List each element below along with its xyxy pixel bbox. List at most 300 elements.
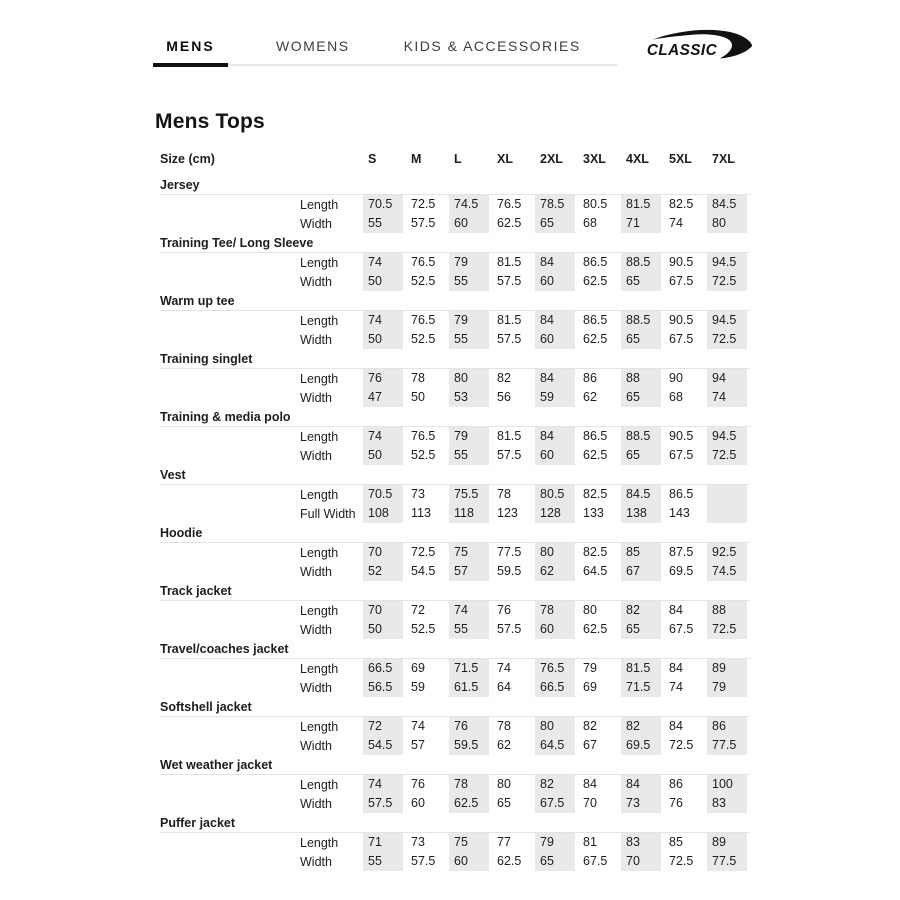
size-value-cell: 84: [669, 661, 683, 675]
size-value-cell: 84: [669, 603, 683, 617]
size-value-cell: 118: [449, 504, 492, 523]
measurement-label: Length: [300, 661, 339, 676]
size-value-cell: 55: [449, 272, 492, 291]
size-value-cell: 62.5: [583, 274, 608, 288]
size-value-cell: 76: [497, 603, 511, 617]
size-value-cell: [707, 485, 750, 504]
size-value-cell: 65: [535, 852, 578, 871]
size-value-cell: 60: [535, 330, 578, 349]
size-value-cell: 56: [497, 390, 511, 404]
row-spacer: [160, 369, 300, 388]
measurement-row: [160, 388, 750, 407]
size-value-cell: 74.5: [449, 195, 492, 214]
size-value-cell: 57.5: [497, 332, 522, 346]
size-value-cell: 60: [535, 620, 578, 639]
row-spacer: [160, 601, 300, 620]
row-spacer: [160, 794, 300, 813]
size-value-cell: 84: [535, 311, 578, 330]
measurement-label: Length: [300, 429, 339, 444]
size-value-cell: 94.5: [707, 253, 750, 272]
size-value-cell: 52: [363, 562, 406, 581]
size-unit-label: Size (cm): [160, 152, 215, 166]
section-title: Wet weather jacket: [160, 755, 750, 775]
size-value-cell: 65: [621, 330, 664, 349]
size-value-cell: 81.5: [621, 659, 664, 678]
size-value-cell: 89: [707, 833, 750, 852]
size-value-cell: 90.5: [669, 429, 694, 443]
size-value-cell: 77.5: [497, 545, 522, 559]
measurement-label: Width: [300, 274, 332, 289]
size-value-cell: 55: [449, 620, 492, 639]
section-title: Track jacket: [160, 581, 750, 601]
size-value-cell: 74: [363, 427, 406, 446]
size-value-cell: 82.5: [583, 487, 608, 501]
size-value-cell: 70: [363, 543, 406, 562]
measurement-label: Full Width: [300, 506, 356, 521]
size-value-cell: 52.5: [411, 448, 436, 462]
section-title: Hoodie: [160, 523, 750, 543]
size-section: [160, 581, 750, 639]
size-value-cell: 84: [535, 253, 578, 272]
section-title: Jersey: [160, 175, 750, 195]
size-value-cell: 138: [621, 504, 664, 523]
size-table: [160, 152, 750, 871]
measurement-row: [160, 543, 750, 562]
size-value-cell: 69: [583, 680, 597, 694]
measurement-row: [160, 272, 750, 291]
size-value-cell: 59.5: [497, 564, 522, 578]
size-value-cell: 53: [449, 388, 492, 407]
size-value-cell: 67.5: [669, 622, 694, 636]
measurement-row: [160, 427, 750, 446]
size-column-header: M: [411, 152, 422, 166]
size-value-cell: 72: [411, 603, 425, 617]
size-section: [160, 523, 750, 581]
size-value-cell: 77.5: [707, 852, 750, 871]
size-value-cell: 80: [449, 369, 492, 388]
size-value-cell: 79: [583, 661, 597, 675]
size-value-cell: 88.5: [621, 253, 664, 272]
row-spacer: [160, 852, 300, 871]
size-value-cell: 59.5: [449, 736, 492, 755]
size-value-cell: 76.5: [411, 313, 436, 327]
size-value-cell: 74: [363, 311, 406, 330]
measurement-row: [160, 852, 750, 871]
measurement-row: [160, 504, 750, 523]
measurement-label: Width: [300, 390, 332, 405]
measurement-row: [160, 446, 750, 465]
size-value-cell: 57.5: [363, 794, 406, 813]
size-value-cell: 65: [535, 214, 578, 233]
size-value-cell: 72.5: [707, 446, 750, 465]
size-value-cell: 62.5: [583, 622, 608, 636]
size-value-cell: 55: [363, 214, 406, 233]
measurement-row: [160, 330, 750, 349]
size-value-cell: 77.5: [707, 736, 750, 755]
size-value-cell: 82: [583, 719, 597, 733]
size-value-cell: 94.5: [707, 311, 750, 330]
row-spacer: [160, 543, 300, 562]
size-value-cell: 72.5: [707, 620, 750, 639]
size-value-cell: 52.5: [411, 622, 436, 636]
size-value-cell: 65: [621, 388, 664, 407]
measurement-row: [160, 717, 750, 736]
row-spacer: [160, 562, 300, 581]
row-spacer: [160, 427, 300, 446]
size-value-cell: 66.5: [535, 678, 578, 697]
size-value-cell: 76: [363, 369, 406, 388]
row-spacer: [160, 214, 300, 233]
tab-kids-accessories[interactable]: KIDS & ACCESSORIES: [403, 38, 581, 54]
size-value-cell: 86.5: [583, 429, 608, 443]
size-value-cell: 80: [583, 603, 597, 617]
size-value-cell: 94: [707, 369, 750, 388]
size-value-cell: 78: [497, 487, 511, 501]
size-section: [160, 407, 750, 465]
size-value-cell: 89: [707, 659, 750, 678]
size-value-cell: 79: [535, 833, 578, 852]
size-header-row: [160, 152, 750, 166]
measurement-label: Width: [300, 622, 332, 637]
size-value-cell: 75: [449, 833, 492, 852]
size-value-cell: 70: [363, 601, 406, 620]
size-value-cell: 100: [707, 775, 750, 794]
size-value-cell: 65: [621, 446, 664, 465]
size-value-cell: 88.5: [621, 427, 664, 446]
size-value-cell: 62: [535, 562, 578, 581]
measurement-row: [160, 311, 750, 330]
size-value-cell: 57.5: [497, 448, 522, 462]
size-value-cell: 81.5: [497, 255, 522, 269]
size-value-cell: 78: [535, 601, 578, 620]
size-value-cell: 88.5: [621, 311, 664, 330]
size-value-cell: 54.5: [363, 736, 406, 755]
row-spacer: [160, 485, 300, 504]
measurement-label: Width: [300, 216, 332, 231]
size-value-cell: 128: [535, 504, 578, 523]
size-value-cell: 59: [411, 680, 425, 694]
size-value-cell: 70.5: [363, 195, 406, 214]
row-spacer: [160, 311, 300, 330]
size-value-cell: 64.5: [535, 736, 578, 755]
size-value-cell: 67: [621, 562, 664, 581]
size-value-cell: 74.5: [707, 562, 750, 581]
size-value-cell: 79: [449, 253, 492, 272]
size-value-cell: 74: [669, 216, 683, 230]
size-section: [160, 291, 750, 349]
measurement-row: [160, 369, 750, 388]
measurement-row: [160, 833, 750, 852]
measurement-row: [160, 562, 750, 581]
size-value-cell: 90.5: [669, 255, 694, 269]
size-value-cell: 50: [363, 330, 406, 349]
size-table-body: [160, 175, 750, 871]
size-column-header: L: [454, 152, 462, 166]
size-value-cell: 71.5: [621, 678, 664, 697]
measurement-label: Length: [300, 197, 339, 212]
size-value-cell: 57: [411, 738, 425, 752]
size-value-cell: 62: [497, 738, 511, 752]
measurement-label: Width: [300, 680, 332, 695]
size-value-cell: 57: [449, 562, 492, 581]
size-value-cell: 76.5: [497, 197, 522, 211]
row-spacer: [160, 388, 300, 407]
size-value-cell: 74: [363, 775, 406, 794]
size-value-cell: 67.5: [583, 854, 608, 868]
size-value-cell: 72.5: [669, 854, 694, 868]
size-value-cell: 65: [497, 796, 511, 810]
size-value-cell: 62.5: [497, 854, 522, 868]
measurement-label: Width: [300, 564, 332, 579]
size-value-cell: 108: [363, 504, 406, 523]
size-value-cell: 78: [411, 371, 425, 385]
size-value-cell: 86: [707, 717, 750, 736]
measurement-label: Length: [300, 777, 339, 792]
size-section: [160, 175, 750, 233]
size-value-cell: 84: [621, 775, 664, 794]
size-value-cell: 50: [363, 272, 406, 291]
size-value-cell: 74: [669, 680, 683, 694]
measurement-row: [160, 214, 750, 233]
size-value-cell: 62: [583, 390, 597, 404]
size-value-cell: 71: [621, 214, 664, 233]
section-title: Training & media polo: [160, 407, 750, 427]
measurement-row: [160, 620, 750, 639]
category-nav: [153, 38, 618, 67]
size-value-cell: 76: [411, 777, 425, 791]
size-section: [160, 697, 750, 755]
size-value-cell: 56.5: [363, 678, 406, 697]
size-value-cell: 60: [449, 852, 492, 871]
size-value-cell: 57.5: [411, 854, 436, 868]
measurement-label: Length: [300, 603, 339, 618]
measurement-row: [160, 736, 750, 755]
section-title: Training singlet: [160, 349, 750, 369]
size-value-cell: 88: [621, 369, 664, 388]
size-value-cell: 81.5: [497, 313, 522, 327]
size-value-cell: 79: [449, 427, 492, 446]
row-spacer: [160, 446, 300, 465]
row-spacer: [160, 272, 300, 291]
size-value-cell: [707, 504, 750, 523]
size-section: [160, 349, 750, 407]
measurement-label: Length: [300, 487, 339, 502]
section-title: Vest: [160, 465, 750, 485]
size-value-cell: 52.5: [411, 332, 436, 346]
active-tab-indicator: [153, 63, 228, 67]
size-value-cell: 86: [583, 371, 597, 385]
size-value-cell: 52.5: [411, 274, 436, 288]
measurement-row: [160, 601, 750, 620]
measurement-label: Width: [300, 854, 332, 869]
section-title: Training Tee/ Long Sleeve: [160, 233, 750, 253]
size-value-cell: 76: [449, 717, 492, 736]
size-value-cell: 94.5: [707, 427, 750, 446]
size-value-cell: 67.5: [535, 794, 578, 813]
row-spacer: [160, 330, 300, 349]
size-value-cell: 86.5: [583, 313, 608, 327]
size-value-cell: 133: [583, 506, 604, 520]
size-value-cell: 84: [583, 777, 597, 791]
measurement-label: Length: [300, 835, 339, 850]
row-spacer: [160, 775, 300, 794]
size-value-cell: 80.5: [583, 197, 608, 211]
size-column-header: 7XL: [712, 152, 735, 166]
size-value-cell: 113: [411, 506, 431, 520]
size-value-cell: 84.5: [621, 485, 664, 504]
size-value-cell: 50: [363, 620, 406, 639]
size-value-cell: 82.5: [669, 197, 694, 211]
size-value-cell: 76.5: [411, 255, 436, 269]
size-column-header: S: [368, 152, 377, 166]
row-spacer: [160, 195, 300, 214]
nav-tabs: [153, 38, 618, 54]
logo-text: CLASSIC: [646, 41, 718, 59]
size-value-cell: 81: [583, 835, 597, 849]
size-value-cell: 83: [621, 833, 664, 852]
measurement-row: [160, 775, 750, 794]
size-section: [160, 233, 750, 291]
size-value-cell: 55: [449, 446, 492, 465]
measurement-label: Width: [300, 796, 332, 811]
size-value-cell: 66.5: [363, 659, 406, 678]
size-value-cell: 86: [669, 777, 683, 791]
section-title: Puffer jacket: [160, 813, 750, 833]
measurement-row: [160, 659, 750, 678]
size-value-cell: 47: [363, 388, 406, 407]
size-value-cell: 69.5: [621, 736, 664, 755]
size-value-cell: 62.5: [449, 794, 492, 813]
page-title: Mens Tops: [155, 110, 265, 133]
size-value-cell: 88: [707, 601, 750, 620]
size-value-cell: 90: [669, 371, 683, 385]
size-value-cell: 72: [363, 717, 406, 736]
measurement-row: [160, 485, 750, 504]
size-value-cell: 57.5: [497, 622, 522, 636]
logo-graphic: [646, 24, 754, 66]
size-value-cell: 60: [535, 446, 578, 465]
measurement-label: Length: [300, 371, 339, 386]
size-column-header: 2XL: [540, 152, 563, 166]
size-value-cell: 80: [497, 777, 511, 791]
size-value-cell: 74: [497, 661, 511, 675]
size-value-cell: 84: [535, 369, 578, 388]
size-value-cell: 55: [363, 852, 406, 871]
row-spacer: [160, 620, 300, 639]
size-section: [160, 465, 750, 523]
size-value-cell: 74: [363, 253, 406, 272]
tab-mens[interactable]: MENS: [166, 38, 215, 54]
size-value-cell: 62.5: [583, 332, 608, 346]
measurement-label: Length: [300, 313, 339, 328]
row-spacer: [160, 253, 300, 272]
size-value-cell: 74: [707, 388, 750, 407]
size-value-cell: 72.5: [669, 738, 694, 752]
size-value-cell: 72.5: [411, 197, 436, 211]
size-value-cell: 84.5: [707, 195, 750, 214]
size-value-cell: 84: [669, 719, 683, 733]
nav-underline: [153, 63, 618, 67]
size-value-cell: 60: [411, 796, 425, 810]
size-value-cell: 76: [669, 796, 683, 810]
size-value-cell: 80: [535, 717, 578, 736]
size-value-cell: 82: [621, 717, 664, 736]
size-value-cell: 86.5: [669, 487, 694, 501]
size-value-cell: 90.5: [669, 313, 694, 327]
measurement-label: Width: [300, 738, 332, 753]
section-title: Warm up tee: [160, 291, 750, 311]
size-value-cell: 82: [621, 601, 664, 620]
size-value-cell: 50: [411, 390, 425, 404]
row-spacer: [160, 678, 300, 697]
size-value-cell: 75: [449, 543, 492, 562]
tab-womens[interactable]: WOMENS: [276, 38, 350, 54]
size-value-cell: 77: [497, 835, 511, 849]
size-value-cell: 79: [449, 311, 492, 330]
size-column-header: XL: [497, 152, 513, 166]
size-value-cell: 68: [583, 216, 597, 230]
measurement-label: Width: [300, 448, 332, 463]
size-value-cell: 70: [621, 852, 664, 871]
size-value-cell: 81.5: [497, 429, 522, 443]
size-value-cell: 72.5: [707, 330, 750, 349]
size-value-cell: 57.5: [411, 216, 436, 230]
size-value-cell: 71: [363, 833, 406, 852]
size-value-cell: 67.5: [669, 332, 694, 346]
size-value-cell: 71.5: [449, 659, 492, 678]
size-value-cell: 79: [707, 678, 750, 697]
size-value-cell: 72.5: [411, 545, 436, 559]
size-value-cell: 65: [621, 272, 664, 291]
size-value-cell: 85: [621, 543, 664, 562]
size-section: [160, 755, 750, 813]
size-value-cell: 73: [621, 794, 664, 813]
size-value-cell: 69.5: [669, 564, 694, 578]
size-value-cell: 64.5: [583, 564, 608, 578]
size-value-cell: 60: [449, 214, 492, 233]
size-value-cell: 59: [535, 388, 578, 407]
size-value-cell: 67.5: [669, 274, 694, 288]
size-value-cell: 60: [535, 272, 578, 291]
section-title: Travel/coaches jacket: [160, 639, 750, 659]
size-value-cell: 123: [497, 506, 518, 520]
size-value-cell: 81.5: [621, 195, 664, 214]
size-column-header: 3XL: [583, 152, 606, 166]
size-value-cell: 74: [411, 719, 425, 733]
size-value-cell: 62.5: [583, 448, 608, 462]
size-value-cell: 78.5: [535, 195, 578, 214]
size-value-cell: 73: [411, 835, 425, 849]
size-value-cell: 78: [497, 719, 511, 733]
row-spacer: [160, 833, 300, 852]
size-value-cell: 74: [449, 601, 492, 620]
size-value-cell: 84: [535, 427, 578, 446]
size-value-cell: 86.5: [583, 255, 608, 269]
measurement-label: Width: [300, 332, 332, 347]
size-section: [160, 639, 750, 697]
size-value-cell: 82: [497, 371, 511, 385]
measurement-label: Length: [300, 255, 339, 270]
size-value-cell: 83: [707, 794, 750, 813]
row-spacer: [160, 504, 300, 523]
size-value-cell: 92.5: [707, 543, 750, 562]
size-column-header: 4XL: [626, 152, 649, 166]
size-value-cell: 70: [583, 796, 597, 810]
nav-divider-line: [228, 64, 617, 66]
measurement-label: Length: [300, 719, 339, 734]
size-value-cell: 64: [497, 680, 511, 694]
size-section: [160, 813, 750, 871]
